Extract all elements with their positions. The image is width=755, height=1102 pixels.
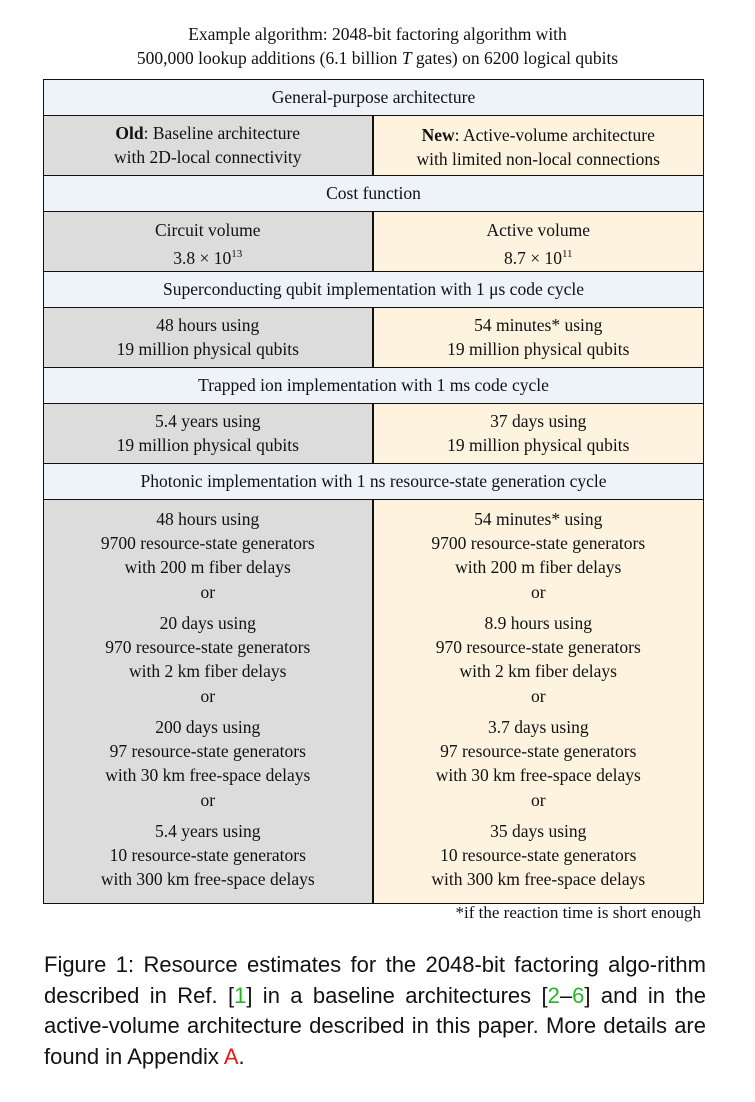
row-photonic: [44, 500, 703, 903]
old-ph-3-generators: 97 resource-state generators: [109, 741, 306, 761]
caption-text-1: Figure 1: Resource estimates for the 2048-bit factoring algo-rithm described in Ref. [: [44, 952, 706, 1008]
new-cost-label: Active volume: [486, 220, 590, 240]
old-sc-qubits: 19 million physical qubits: [116, 339, 299, 359]
new-ph-1-generators: 9700 resource-state generators: [431, 533, 646, 553]
new-sc-qubits: 19 million physical qubits: [447, 339, 630, 359]
cell-old-trapped-ion: [44, 404, 374, 463]
new-arch-line-1: [374, 123, 704, 147]
old-ph-4-delays: with 300 km free-space delays: [100, 869, 315, 889]
new-label: New: [421, 125, 455, 145]
old-arch-desc: : Baseline architecture: [143, 123, 301, 143]
row-trapped-ion: [44, 404, 703, 464]
table-footnote: *if the reaction time is short enough: [455, 903, 701, 922]
old-ph-2-time: 20 days using: [159, 613, 256, 633]
old-label: Old: [115, 123, 144, 143]
band-superconducting: Superconducting qubit implementation with 1 μs code cycle: [44, 272, 703, 308]
old-ph-3-delays: with 30 km free-space delays: [105, 765, 311, 785]
band-photonic: Photonic implementation with 1 ns resource-state generation cycle: [44, 464, 703, 500]
old-cost-value: [44, 242, 372, 270]
caption-text-3: ] and in the active-volume architecture described in this paper. More details are found in Appendix: [44, 982, 706, 1069]
old-sc-time: 48 hours using: [156, 315, 260, 335]
new-ph-or-3: or: [530, 790, 546, 810]
old-ion-time: 5.4 years using: [155, 411, 261, 431]
cell-new-architecture: [374, 116, 704, 175]
band-architecture: General-purpose architecture: [44, 80, 703, 116]
new-arch-line-2: with limited non-local connections: [416, 149, 660, 169]
new-ph-4-time: 35 days using: [490, 821, 587, 841]
caption-text-2: ] in a baseline architectures [: [246, 982, 548, 1008]
new-sc-time: 54 minutes* using: [474, 315, 603, 335]
figure-header: [0, 22, 755, 70]
band-trapped-ion: Trapped ion implementation with 1 ms code cycle: [44, 368, 703, 404]
citation-link-2[interactable]: 2: [547, 982, 560, 1008]
old-ph-2-delays: with 2 km fiber delays: [129, 661, 287, 681]
old-ion-qubits: 19 million physical qubits: [116, 435, 299, 455]
cell-new-cost: [374, 212, 704, 271]
row-superconducting: [44, 308, 703, 368]
new-ph-1-time: 54 minutes* using: [474, 509, 603, 529]
new-ion-qubits: 19 million physical qubits: [447, 435, 630, 455]
old-ph-3-time: 200 days using: [155, 717, 261, 737]
band-cost-function: Cost function: [44, 176, 703, 212]
new-ph-2-generators: 970 resource-state generators: [435, 637, 641, 657]
new-ph-2-time: 8.9 hours using: [484, 613, 592, 633]
new-ph-or-2: or: [530, 686, 546, 706]
header-line-2-pre: 500,000 lookup additions (6.1 billion: [136, 48, 402, 68]
new-ph-or-1: or: [530, 582, 546, 602]
old-arch-line-2: with 2D-local connectivity: [113, 147, 302, 167]
cell-old-architecture: [44, 116, 374, 175]
old-ph-or-3: or: [200, 790, 216, 810]
new-ph-4-delays: with 300 km free-space delays: [431, 869, 646, 889]
header-line-2: [0, 46, 755, 70]
cell-old-cost: [44, 212, 374, 271]
old-arch-line-1: [44, 121, 372, 145]
new-cost-mantissa: 8.7 × 10: [503, 247, 562, 268]
caption-text-4: .: [238, 1043, 245, 1069]
citation-link-1[interactable]: 1: [234, 982, 247, 1008]
citation-range-dash: –: [559, 982, 573, 1008]
new-ph-3-generators: 97 resource-state generators: [440, 741, 637, 761]
header-line-2-post: gates) on 6200 logical qubits: [411, 48, 619, 68]
new-arch-desc: : Active-volume architecture: [454, 125, 655, 145]
row-architecture: [44, 116, 703, 176]
old-ph-1-time: 48 hours using: [156, 509, 260, 529]
citation-link-6[interactable]: 6: [572, 982, 585, 1008]
old-cost-label: Circuit volume: [155, 220, 261, 240]
new-cost-exponent: 11: [561, 248, 573, 260]
old-ph-or-1: or: [200, 582, 216, 602]
t-gate-symbol: T: [401, 48, 412, 68]
old-ph-1-generators: 9700 resource-state generators: [100, 533, 315, 553]
cell-new-trapped-ion: [374, 404, 704, 463]
old-cost-exponent: 13: [231, 248, 243, 260]
figure-caption: [44, 950, 706, 1072]
new-ph-2-delays: with 2 km fiber delays: [459, 661, 617, 681]
cell-new-superconducting: [374, 308, 704, 367]
resource-table: [43, 79, 704, 904]
new-ph-3-delays: with 30 km free-space delays: [435, 765, 641, 785]
old-ph-1-delays: with 200 m fiber delays: [124, 557, 291, 577]
new-ph-4-generators: 10 resource-state generators: [440, 845, 637, 865]
appendix-link[interactable]: A: [223, 1043, 239, 1069]
cell-old-photonic: [44, 500, 374, 903]
new-cost-value: [374, 242, 704, 270]
old-ph-or-2: or: [200, 686, 216, 706]
cell-old-superconducting: [44, 308, 374, 367]
new-ion-time: 37 days using: [490, 411, 587, 431]
cell-new-photonic: [374, 500, 704, 903]
new-ph-3-time: 3.7 days using: [487, 717, 589, 737]
new-ph-1-delays: with 200 m fiber delays: [455, 557, 622, 577]
old-ph-4-generators: 10 resource-state generators: [109, 845, 306, 865]
old-cost-mantissa: 3.8 × 10: [173, 247, 232, 268]
header-line-1: Example algorithm: 2048-bit factoring algorithm with: [188, 24, 567, 44]
old-ph-4-time: 5.4 years using: [155, 821, 261, 841]
row-cost: [44, 212, 703, 272]
old-ph-2-generators: 970 resource-state generators: [105, 637, 311, 657]
